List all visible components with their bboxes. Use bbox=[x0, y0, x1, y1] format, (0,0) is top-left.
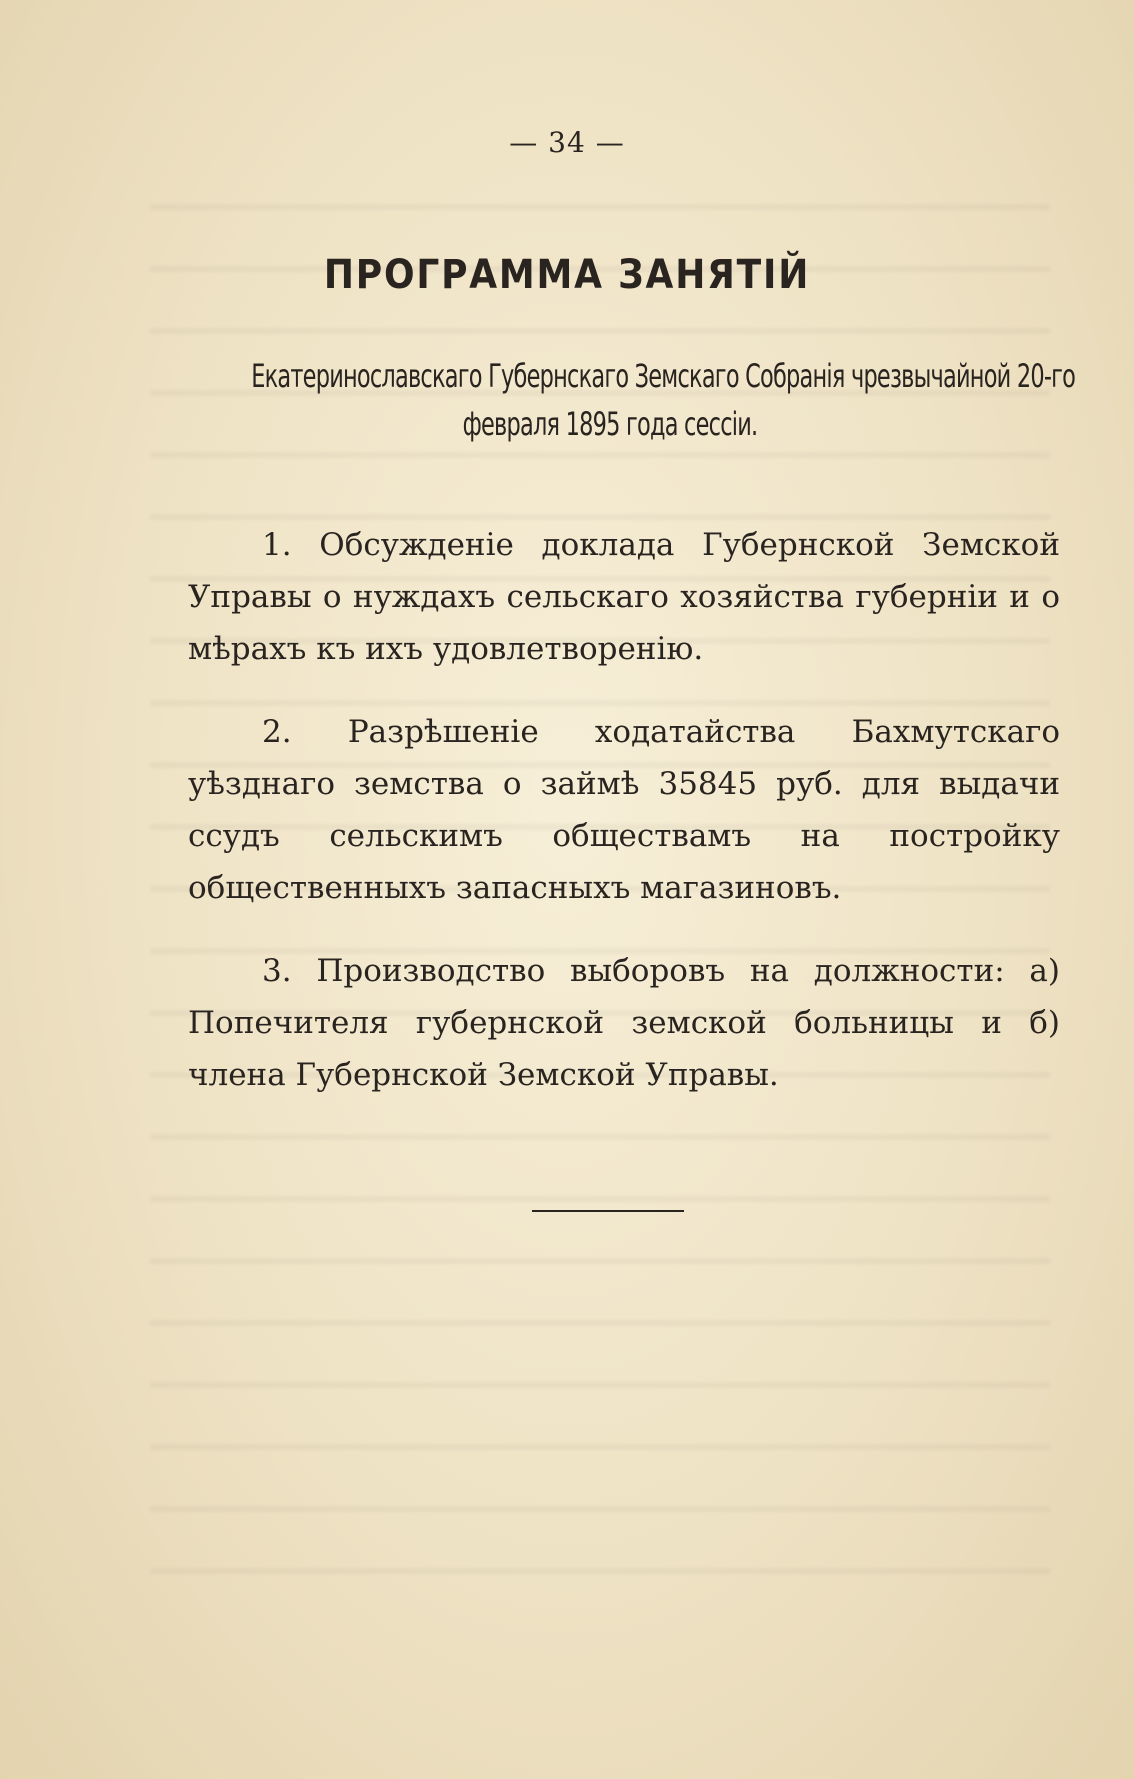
page-title: ПРОГРАММА ЗАНЯТIЙ bbox=[323, 252, 811, 298]
subtitle-line-2: февраля 1895 года сессіи. bbox=[462, 405, 758, 443]
page-number: — 34 — bbox=[509, 126, 625, 159]
agenda-item-3: 3. Производство выборовъ на должности: а) Попечителя губернской земской больницы и б) члена Губернской Земской Управы. bbox=[188, 953, 1060, 1093]
agenda-item-1: 1. Обсужденіе доклада Губернской Земской Управы о нуждахъ сельскаго хозяйства губерніи и о мѣрахъ къ ихъ удовлетворенію. bbox=[188, 527, 1060, 667]
subtitle-line-1: Екатеринославскаго Губернскаго Земскаго Собранія чрезвычайной 20-го bbox=[251, 357, 1076, 395]
agenda-list bbox=[188, 488, 1060, 1131]
end-rule bbox=[532, 1210, 684, 1212]
subtitle bbox=[251, 352, 1076, 448]
agenda-item-2: 2. Разрѣшеніе ходатайства Бахмутскаго уѣзднаго земства о займѣ 35845 руб. для выдачи ссудъ сельскимъ обществамъ на постройку общественныхъ запасныхъ магазиновъ. bbox=[188, 714, 1060, 906]
